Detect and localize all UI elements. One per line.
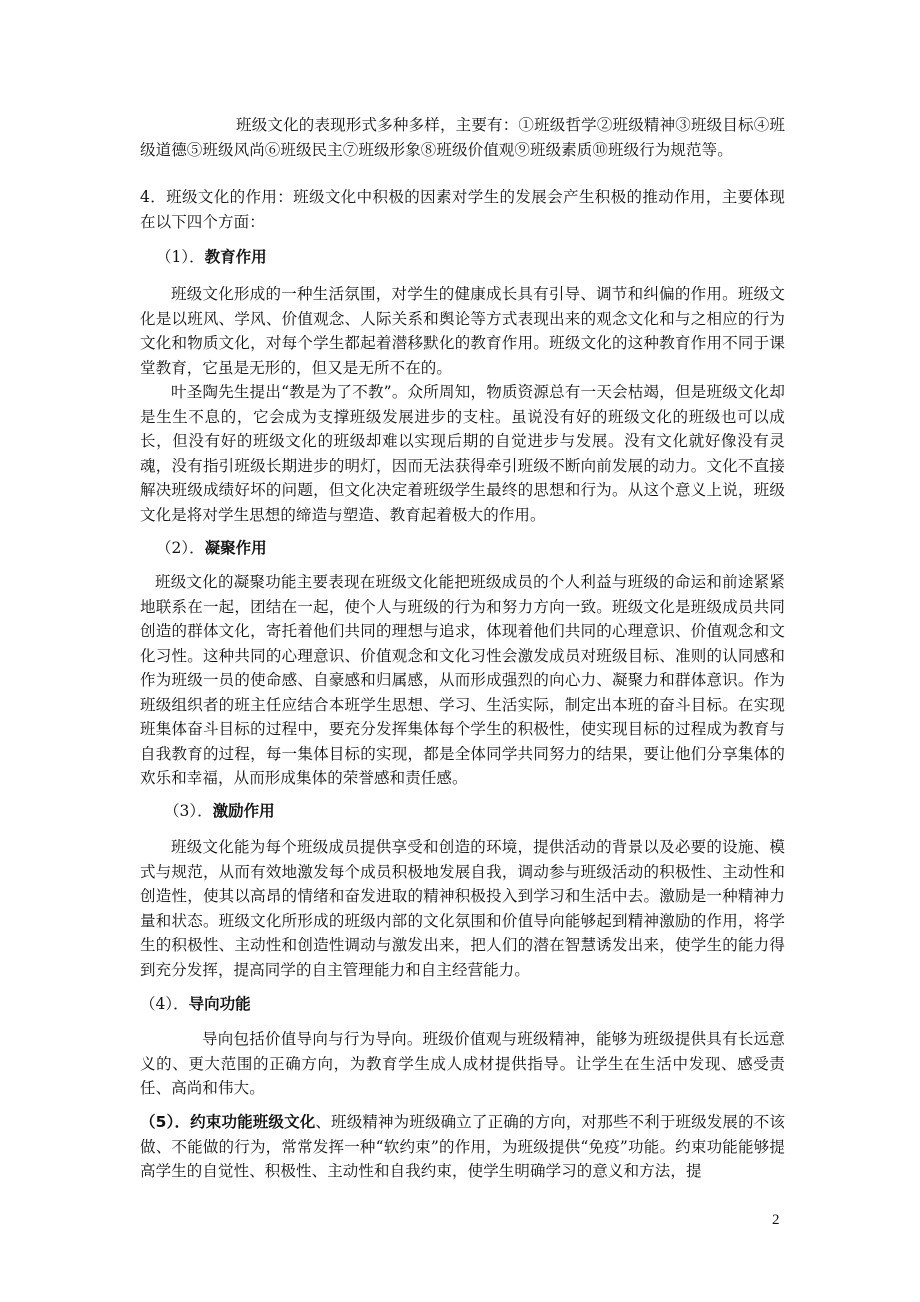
- constraint-paragraph: [140, 1110, 785, 1184]
- heading-number: （1）．: [156, 248, 205, 266]
- heading-number: （2）．: [156, 539, 205, 557]
- section-4-paragraph: 4．班级文化的作用：班级文化中积极的因素对学生的发展会产生积极的推动作用，主要体现在以下四个方面：: [140, 188, 785, 231]
- intro-paragraph: 班级文化的表现形式多种多样，主要有：①班级哲学②班级精神③班级目标④班级道德⑤班级风尚⑥班级民主⑦班级形象⑧班级价值观⑨班级素质⑩班级行为规范等。: [140, 116, 785, 159]
- heading-title: 激励作用: [212, 802, 275, 820]
- heading-cohesion: [156, 536, 267, 560]
- constraint-heading-number: （5）．: [140, 1113, 191, 1131]
- heading-motivation: [164, 799, 275, 823]
- constraint-text: 、班级精神为班级确立了正确的方向，对那些不利于班级发展的不该做、不能做的行为，常常发挥一种“软约束”的作用，为班级提供“免疫”功能。约束功能能够提高学生的自觉性、积极性、主动性和自我约束，使学生明确学习的意义和方法，提: [140, 1113, 785, 1180]
- heading-education: [156, 245, 267, 269]
- heading-title: 教育作用: [204, 248, 267, 266]
- guidance-paragraph: 导向包括价值导向与行为导向。班级价值观与班级精神，能够为班级提供具有长远意义的、更大范围的正确方向，为教育学生成人成材提供指导。让学生在生活中发现、感受责任、高尚和伟大。: [140, 1030, 785, 1097]
- page-number: 2: [772, 1212, 780, 1228]
- heading-title: 导向功能: [188, 995, 251, 1013]
- heading-title: 凝聚作用: [204, 539, 267, 557]
- heading-number: （4）．: [140, 995, 189, 1013]
- motivation-paragraph: 班级文化能为每个班级成员提供享受和创造的环境，提供活动的背景以及必要的设施、模式与规范，从而有效地激发每个成员积极地发展自我，调动参与班级活动的积极性、主动性和创造性，使其以高昂的情绪和奋发进取的精神积极投入到学习和生活中去。激励是一种精神力量和状态。班级文化所形成的班级内部的文化氛围和价值导向能够起到精神激励的作用，将学生的积极性、主动性和创造性调动与激发出来，把人们的潜在智慧诱发出来，使学生的能力得到充分发挥，提高同学的自主管理能力和自主经营能力。: [140, 838, 785, 979]
- education-paragraph-1: 班级文化形成的一种生活氛围，对学生的健康成长具有引导、调节和纠偏的作用。班级文化是以班风、学风、价值观念、人际关系和舆论等方式表现出来的观念文化和与之相应的行为文化和物质文化，对每个学生都起着潜移默化的教育作用。班级文化的这种教育作用不同于课堂教育，它虽是无形的，但又是无所不在的。: [140, 285, 785, 377]
- cohesion-paragraph: 班级文化的凝聚功能主要表现在班级文化能把班级成员的个人利益与班级的命运和前途紧紧地联系在一起，团结在一起，使个人与班级的行为和努力方向一致。班级文化是班级成员共同创造的群体文化，寄托着他们共同的理想与追求，体现着他们共同的心理意识、价值观念和文化习性。这种共同的心理意识、价值观念和文化习性会激发成员对班级目标、准则的认同感和作为班级一员的使命感、自豪感和归属感，从而形成强烈的向心力、凝聚力和群体意识。作为班级组织者的班主任应结合本班学生思想、学习、生活实际，制定出本班的奋斗目标。在实现班集体奋斗目标的过程中，要充分发挥集体每个学生的积极性，使实现目标的过程成为教育与自我教育的过程，每一集体目标的实现，都是全体同学共同努力的结果，要让他们分享集体的欢乐和幸福，从而形成集体的荣誉感和责任感。: [140, 573, 785, 787]
- heading-guidance: [140, 992, 251, 1016]
- education-paragraph-2: 叶圣陶先生提出“教是为了不教”。众所周知，物质资源总有一天会枯竭，但是班级文化却是生生不息的，它会成为支撑班级发展进步的支柱。虽说没有好的班级文化的班级也可以成长，但没有好的班级文化的班级却难以实现后期的自觉进步与发展。没有文化就好像没有灵魂，没有指引班级长期进步的明灯，因而无法获得牵引班级不断向前发展的动力。文化不直接解决班级成绩好坏的问题，但文化决定着班级学生最终的思想和行为。从这个意义上说，班级文化是将对学生思想的缔造与塑造、教育起着极大的作用。: [140, 383, 785, 524]
- constraint-heading-title: 约束功能班级文化: [190, 1113, 316, 1131]
- heading-number: （3）．: [164, 802, 213, 820]
